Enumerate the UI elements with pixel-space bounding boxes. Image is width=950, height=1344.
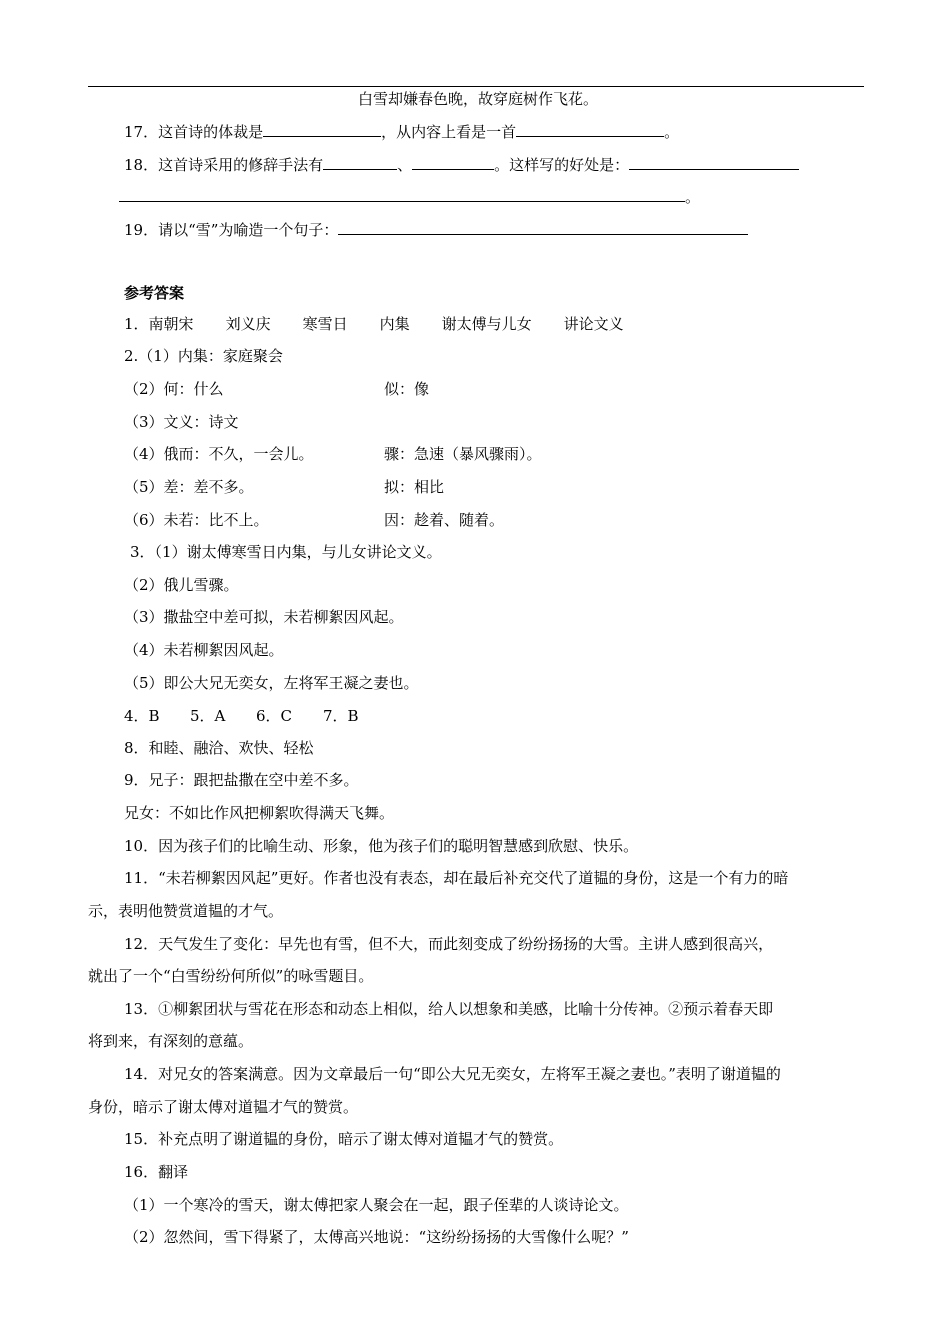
answer-1-item: 讲论文义 xyxy=(563,315,624,333)
answer-13-line-2: 将到来，有深刻的意蕴。 xyxy=(88,1032,254,1050)
answer-12-line-2: 就出了一个“白雪纷纷何所似”的咏雪题目。 xyxy=(88,967,374,985)
answer-5: 5．A xyxy=(190,707,226,725)
answer-15: 15．补充点明了谢道韫的身份，暗示了谢太傅对道韫才气的赞赏。 xyxy=(124,1130,564,1148)
answer-2-line-2b: 似：像 xyxy=(384,380,430,398)
question-18-cont xyxy=(119,187,700,207)
answer-13-line-1: 13．①柳絮团状与雪花在形态和动态上相似，给人以想象和美感，比喻十分传神。②预示着春天即 xyxy=(124,1000,774,1018)
q18-sep: 、 xyxy=(397,156,413,174)
q18-blank-3[interactable] xyxy=(629,155,799,170)
answer-11-line-1: 11．“未若柳絮因风起”更好。作者也没有表态，却在最后补充交代了道韫的身份，这是一个有力的暗 xyxy=(124,869,789,887)
header-rule xyxy=(88,86,864,87)
answer-1-item: 南朝宋 xyxy=(148,315,194,333)
answer-2-line-5a: （5）差：差不多。 xyxy=(124,478,254,496)
q18-end: 。 xyxy=(685,188,701,206)
answer-14-line-1: 14．对兄女的答案满意。因为文章最后一句“即公大兄无奕女，左将军王凝之妻也。”表明了谢道韫的 xyxy=(124,1065,781,1083)
answer-11-line-2: 示，表明他赞赏道韫的才气。 xyxy=(88,902,284,920)
q18-mid: 。这样写的好处是： xyxy=(494,156,630,174)
q19-prefix: 19．请以“雪”为喻造一个句子： xyxy=(124,221,339,239)
answer-2-line-6b: 因：趁着、随着。 xyxy=(384,511,505,529)
answer-6: 6．C xyxy=(256,707,293,725)
answer-14-line-2: 身份，暗示了谢太傅对道韫才气的赞赏。 xyxy=(88,1098,359,1116)
answer-10: 10．因为孩子们的比喻生动、形象，他为孩子们的聪明智慧感到欣慰、快乐。 xyxy=(124,837,639,855)
answer-8: 8．和睦、融洽、欢快、轻松 xyxy=(124,739,314,757)
answer-3-line-2: （2）俄儿雪骤。 xyxy=(124,576,239,594)
q17-prefix: 17．这首诗的体裁是 xyxy=(124,123,264,141)
answer-12-line-1: 12．天气发生了变化：早先也有雪，但不大，而此刻变成了纷纷扬扬的大雪。主讲人感到很高兴， xyxy=(124,935,774,953)
q17-mid: ，从内容上看是一首 xyxy=(381,123,517,141)
question-19 xyxy=(124,220,748,240)
q18-blank-2[interactable] xyxy=(412,155,494,170)
answer-3-line-1: 3．（1）谢太傅寒雪日内集，与儿女讲论文义。 xyxy=(130,543,442,561)
answer-16-line-3: （2）忽然间，雪下得紧了，太傅高兴地说：“这纷纷扬扬的大雪像什么呢？” xyxy=(124,1228,629,1246)
answer-4: 4．B xyxy=(124,707,160,725)
answer-1-item: 寒雪日 xyxy=(302,315,348,333)
answer-1-item: 内集 xyxy=(379,315,410,333)
answers-title: 参考答案 xyxy=(124,284,185,302)
q17-end: 。 xyxy=(664,123,680,141)
question-17 xyxy=(124,122,679,142)
answers-4-7 xyxy=(124,706,359,726)
answer-16-line-2: （1）一个寒冷的雪天，谢太傅把家人聚会在一起，跟子侄辈的人谈诗论文。 xyxy=(124,1196,629,1214)
answer-2-line-3: （3）文义：诗文 xyxy=(124,413,239,431)
q18-blank-1[interactable] xyxy=(323,155,397,170)
q17-blank-2[interactable] xyxy=(516,122,664,137)
question-18 xyxy=(124,155,799,175)
answer-3-line-5: （5）即公大兄无奕女，左将军王凝之妻也。 xyxy=(124,674,419,692)
answer-2-line-2a: （2）何：什么 xyxy=(124,380,224,398)
q18-blank-4[interactable] xyxy=(119,187,685,202)
q19-blank[interactable] xyxy=(338,220,748,235)
answer-2-line-4a: （4）俄而：不久，一会儿。 xyxy=(124,445,314,463)
answer-2-line-6a: （6）未若：比不上。 xyxy=(124,511,269,529)
answer-7: 7．B xyxy=(323,707,359,725)
answer-9-line-2: 兄女：不如比作风把柳絮吹得满天飞舞。 xyxy=(124,804,395,822)
answer-2-line-4b: 骤：急速（暴风骤雨）。 xyxy=(384,445,542,463)
answer-3-line-4: （4）未若柳絮因风起。 xyxy=(124,641,284,659)
q17-blank-1[interactable] xyxy=(263,122,381,137)
answer-1-item: 谢太傅与儿女 xyxy=(441,315,532,333)
answer-2-line-1: 2.（1）内集：家庭聚会 xyxy=(124,347,283,365)
q18-prefix: 18．这首诗采用的修辞手法有 xyxy=(124,156,324,174)
answer-2-line-5b: 拟：相比 xyxy=(384,478,445,496)
answer-16-line-1: 16．翻译 xyxy=(124,1163,189,1181)
answer-9-line-1: 9．兄子：跟把盐撒在空中差不多。 xyxy=(124,771,359,789)
answer-1 xyxy=(124,314,656,334)
answer-1-num: 1． xyxy=(124,315,149,333)
poem-line: 白雪却嫌春色晚，故穿庭树作飞花。 xyxy=(358,90,599,108)
answer-1-item: 刘义庆 xyxy=(225,315,271,333)
answer-3-line-3: （3）撒盐空中差可拟，未若柳絮因风起。 xyxy=(124,608,404,626)
